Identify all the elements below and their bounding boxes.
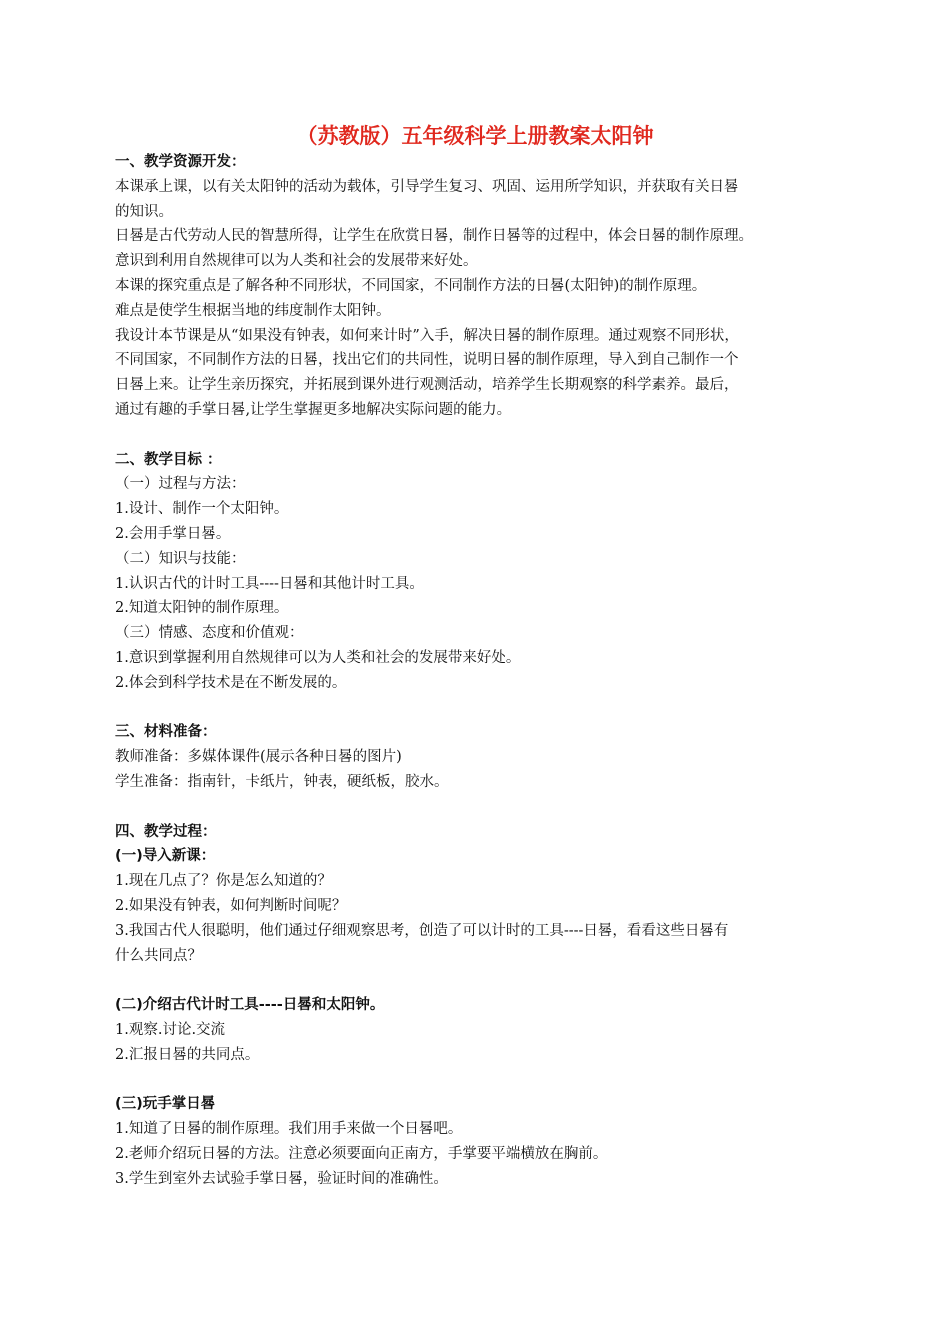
document-body	[115, 150, 845, 1191]
section-heading: (一)导入新课：	[115, 848, 216, 865]
section-heading: 四、教学过程：	[115, 823, 217, 840]
text-line: 我设计本节课是从“如果没有钟表，如何来计时”入手，解决日晷的制作原理。通过观察不同形状，	[115, 327, 739, 344]
text-line: 难点是使学生根据当地的纬度制作太阳钟。	[115, 302, 391, 319]
text-line: 1.现在几点了？你是怎么知道的？	[115, 873, 332, 890]
text-line: 本课承上课，以有关太阳钟的活动为载体，引导学生复习、巩固、运用所学知识，并获取有关日晷	[115, 178, 739, 195]
section-heading: (三)玩手掌日晷	[115, 1096, 216, 1113]
section-heading: 三、材料准备：	[115, 724, 217, 741]
text-line: 3.学生到室外去试验手掌日晷，验证时间的准确性。	[115, 1170, 448, 1187]
blank-line	[115, 795, 845, 820]
section-heading: 二、教学目标 ：	[115, 451, 222, 468]
text-line: 日晷上来。让学生亲历探究，并拓展到课外进行观测活动，培养学生长期观察的科学素养。最后，	[115, 377, 739, 394]
text-line: 什么共同点？	[115, 947, 202, 964]
text-line: （三）情感、态度和价值观：	[115, 625, 304, 642]
text-line: 教师准备：多媒体课件(展示各种日晷的图片)	[115, 749, 402, 766]
text-line: 1.观察.讨论.交流	[115, 1021, 226, 1038]
blank-line	[115, 696, 845, 721]
text-line: 1.认识古代的计时工具----日晷和其他计时工具。	[115, 575, 424, 592]
text-line: 学生准备：指南针，卡纸片，钟表，硬纸板，胶水。	[115, 773, 449, 790]
text-line: 通过有趣的手掌日晷,让学生掌握更多地解决实际问题的能力。	[115, 401, 512, 418]
text-line: 意识到利用自然规律可以为人类和社会的发展带来好处。	[115, 253, 478, 270]
text-line: 2.汇报日晷的共同点。	[115, 1046, 260, 1063]
section-heading: (二)介绍古代计时工具----日晷和太阳钟。	[115, 997, 385, 1014]
text-line: 2.老师介绍玩日晷的方法。注意必须要面向正南方，手掌要平端横放在胸前。	[115, 1145, 608, 1162]
text-line: 2.如果没有钟表，如何判断时间呢？	[115, 897, 347, 914]
text-line: 1.设计、制作一个太阳钟。	[115, 501, 289, 518]
blank-line	[115, 423, 845, 448]
text-line: 本课的探究重点是了解各种不同形状，不同国家，不同制作方法的日晷(太阳钟)的制作原理。	[115, 277, 707, 294]
text-line: 1.意识到掌握利用自然规律可以为人类和社会的发展带来好处。	[115, 649, 521, 666]
blank-line	[115, 1067, 845, 1092]
text-line: 1.知道了日晷的制作原理。我们用手来做一个日晷吧。	[115, 1121, 463, 1138]
blank-line	[115, 968, 845, 993]
text-line: 不同国家，不同制作方法的日晷，找出它们的共同性，说明日晷的制作原理，导入到自己制作一个	[115, 352, 739, 369]
text-line: 3.我国古代人很聪明，他们通过仔细观察思考，创造了可以计时的工具----日晷，看看这些日晷有	[115, 922, 729, 939]
text-line: 的知识。	[115, 203, 173, 220]
text-line: 2.体会到科学技术是在不断发展的。	[115, 674, 347, 691]
text-line: （一）过程与方法：	[115, 476, 246, 493]
text-line: 日晷是古代劳动人民的智慧所得，让学生在欣赏日晷，制作日晷等的过程中，体会日晷的制作原理。	[115, 228, 753, 245]
text-line: 2.会用手掌日晷。	[115, 525, 231, 542]
document-title: （苏教版）五年级科学上册教案太阳钟	[296, 124, 654, 148]
text-line: 2.知道太阳钟的制作原理。	[115, 600, 289, 617]
text-line: （二）知识与技能：	[115, 550, 246, 567]
section-heading: 一、教学资源开发：	[115, 154, 246, 170]
